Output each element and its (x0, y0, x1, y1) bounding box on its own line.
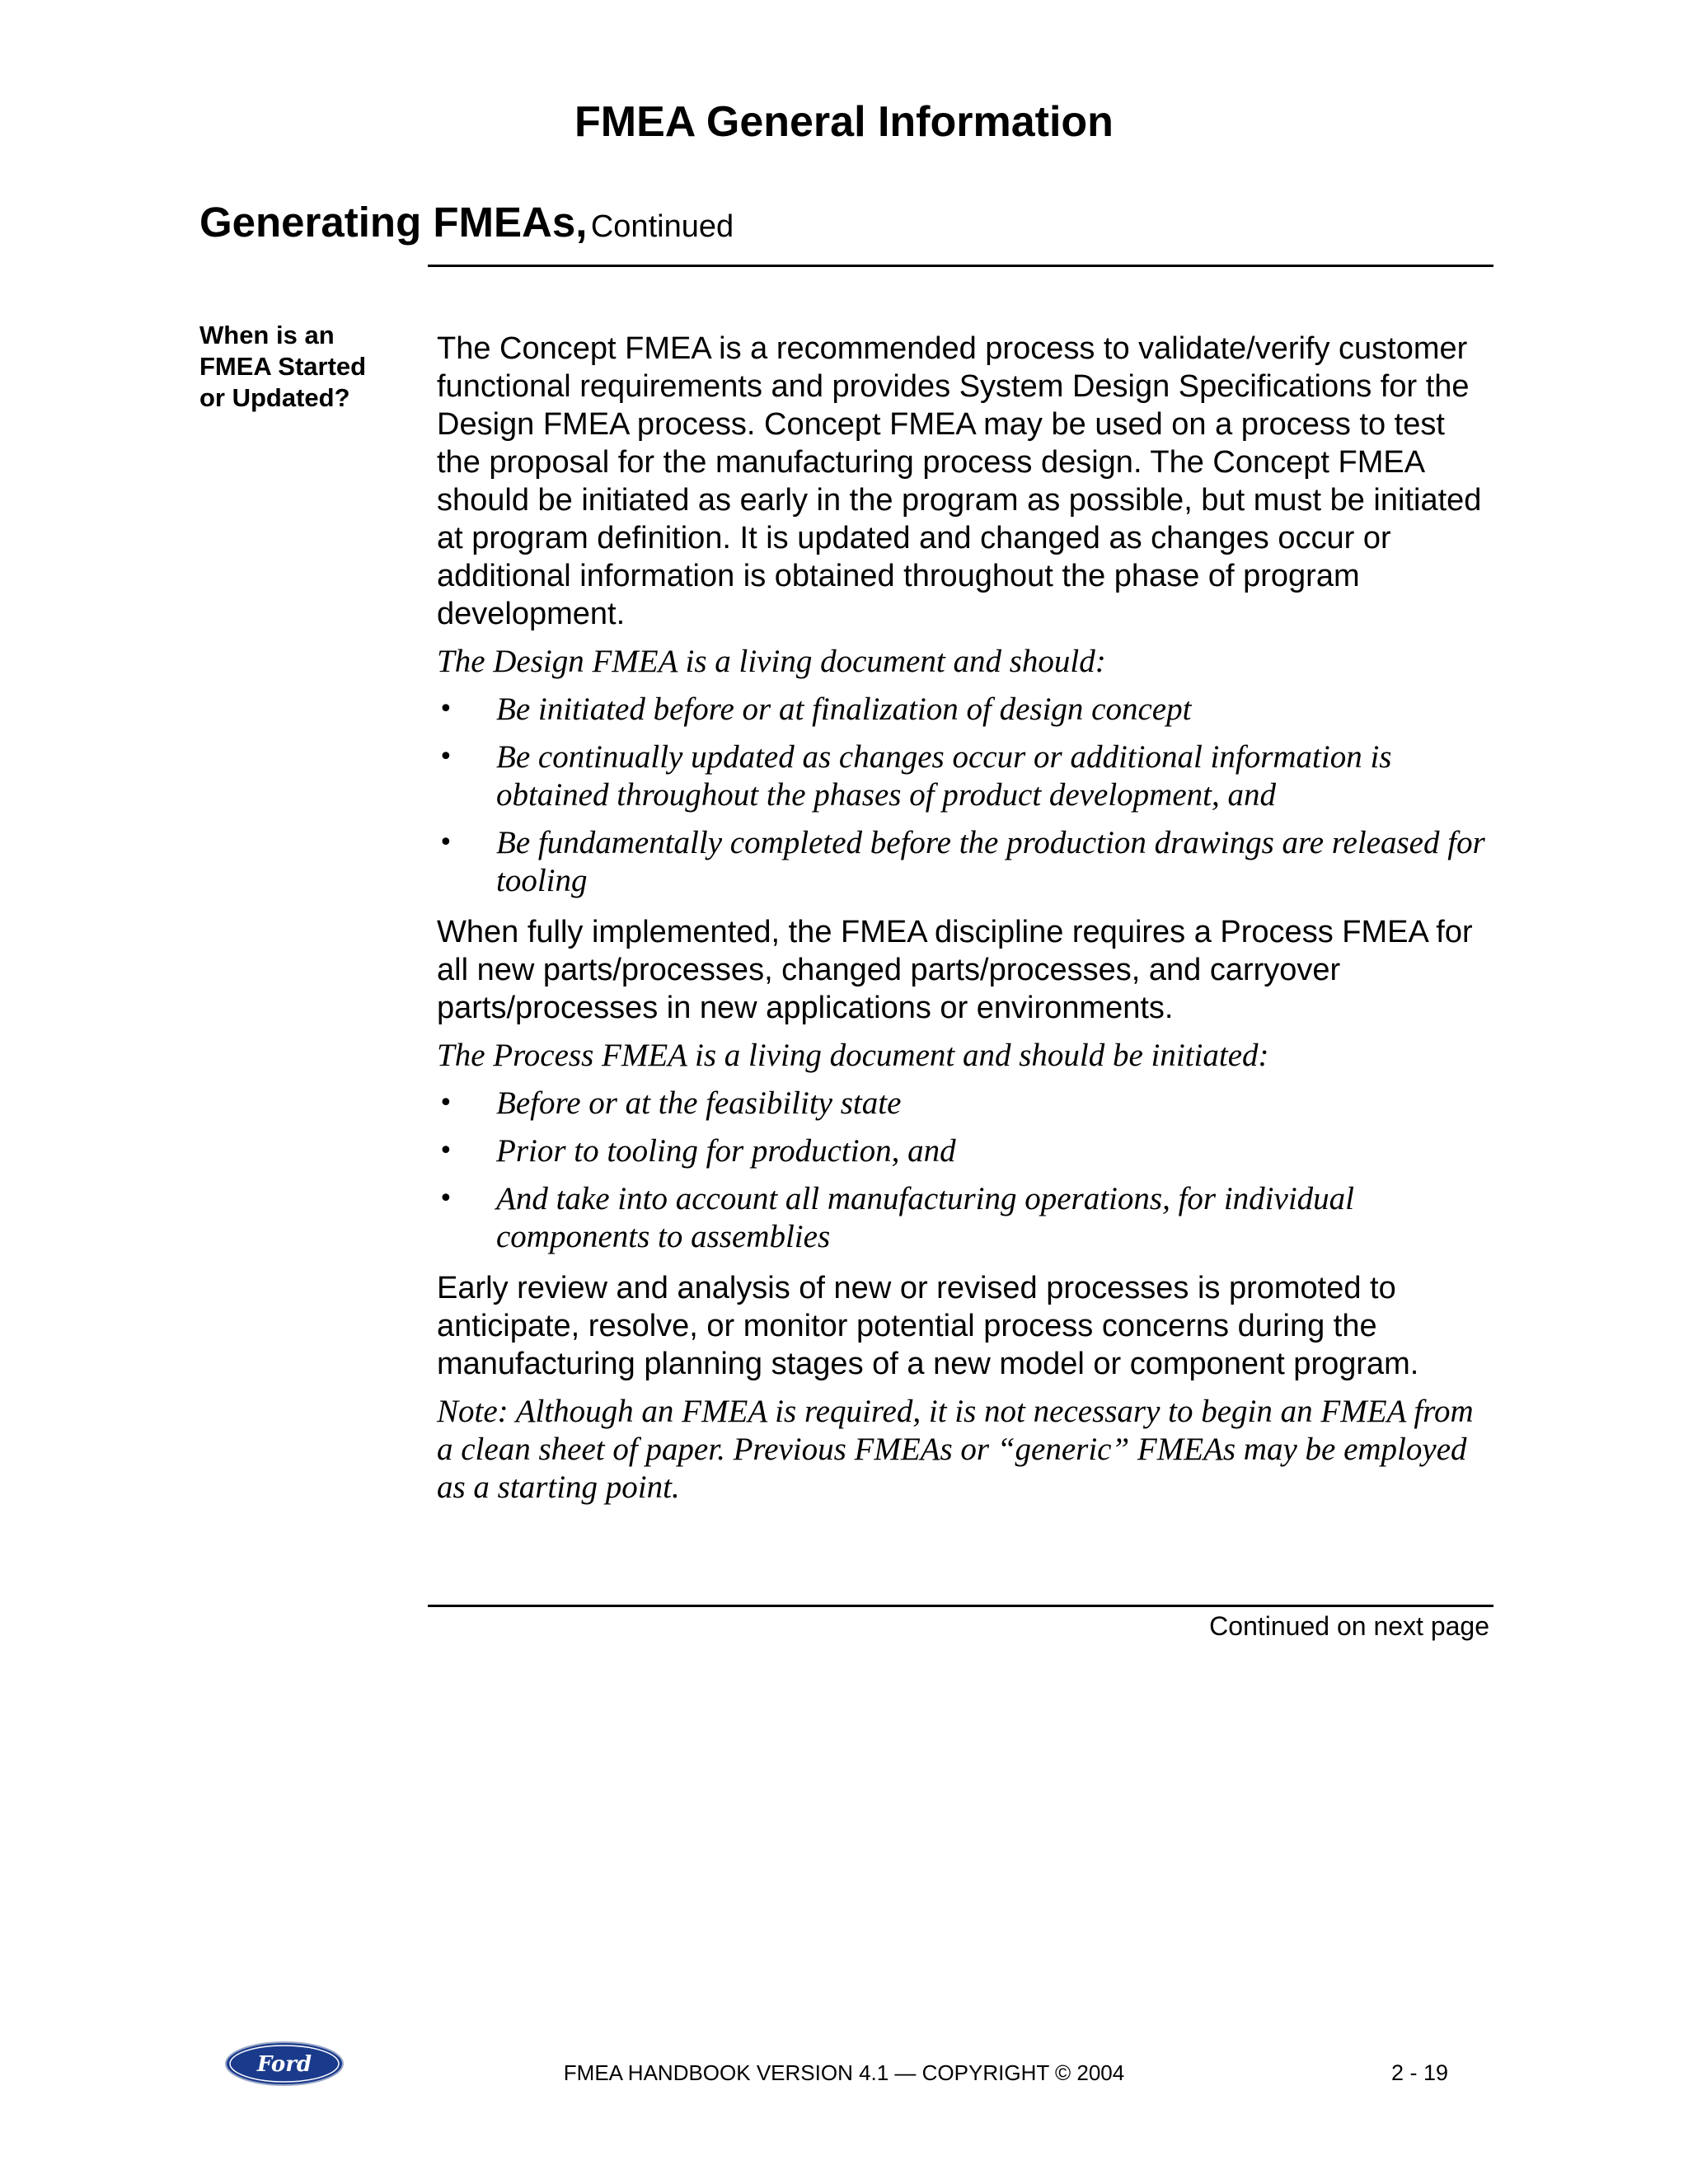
design-bullet-list (437, 691, 1492, 900)
svg-text:Ford: Ford (256, 2052, 312, 2077)
process-intro: The Process FMEA is a living document and should be initiated: (437, 1038, 1269, 1073)
process-bullet-list (437, 1085, 1492, 1256)
bullet-icon: • (438, 695, 453, 724)
top-divider (428, 265, 1493, 267)
bullet-icon: • (438, 1137, 453, 1165)
bullet-icon: • (438, 1089, 453, 1118)
bottom-divider (428, 1605, 1493, 1607)
section-heading (199, 198, 734, 246)
list-item: • Before or at the feasibility state (438, 1085, 902, 1121)
bullet-icon: • (438, 828, 453, 857)
bullet-icon: • (438, 743, 453, 771)
review-paragraph: Early review and analysis of new or revised processes is promoted to anticipate, resolve, or monitor potential process concerns during the manufacturing planning stages of a new model or component program. (437, 1271, 1419, 1381)
body-column (437, 330, 1492, 1507)
section-heading-continued: Continued (590, 209, 734, 244)
list-item: • Be fundamentally completed before the production drawings are released for tooling (438, 825, 1485, 898)
list-item: • Be initiated before or at finalization of design concept (438, 691, 1192, 727)
sidebar-label: When is an FMEA Started or Updated? (199, 321, 367, 412)
continued-on-next-page: Continued on next page (1209, 1611, 1489, 1641)
list-item: • And take into account all manufacturing operations, for individual components to assemblies (438, 1181, 1354, 1254)
list-item: • Prior to tooling for production, and (438, 1133, 956, 1169)
document-title: FMEA General Information (574, 98, 1114, 146)
page-number: 2 - 19 (1391, 2060, 1449, 2085)
section-heading-main: Generating FMEAs, (199, 199, 588, 246)
bullet-icon: • (438, 1184, 453, 1213)
concept-paragraph: The Concept FMEA is a recommended process to validate/verify customer functional requirements and provides System Design Specifications for the Design FMEA process. Concept FMEA may be used on a process to test the proposal for the manufacturing process design. The Concept FMEA should be initiated as early in the program as possible, but must be initiated at program definition. It is updated and changed as changes occur or additional information is obtained throughout the phase of program development. (437, 331, 1482, 631)
process-paragraph: When fully implemented, the FMEA discipline requires a Process FMEA for all new parts/processes, changed parts/processes, and carryover parts/processes in new applications or environments. (437, 915, 1473, 1025)
note-paragraph: Note: Although an FMEA is required, it is not necessary to begin an FMEA from a clean sheet of paper. Previous FMEAs or “generic” FMEAs may be employed as a starting point. (437, 1394, 1474, 1505)
design-intro: The Design FMEA is a living document and should: (437, 644, 1106, 679)
footer-copyright: FMEA HANDBOOK VERSION 4.1 — COPYRIGHT © 2004 (563, 2060, 1125, 2085)
list-item: • Be continually updated as changes occur or additional information is obtained throughout the phases of product development, and (438, 739, 1392, 813)
